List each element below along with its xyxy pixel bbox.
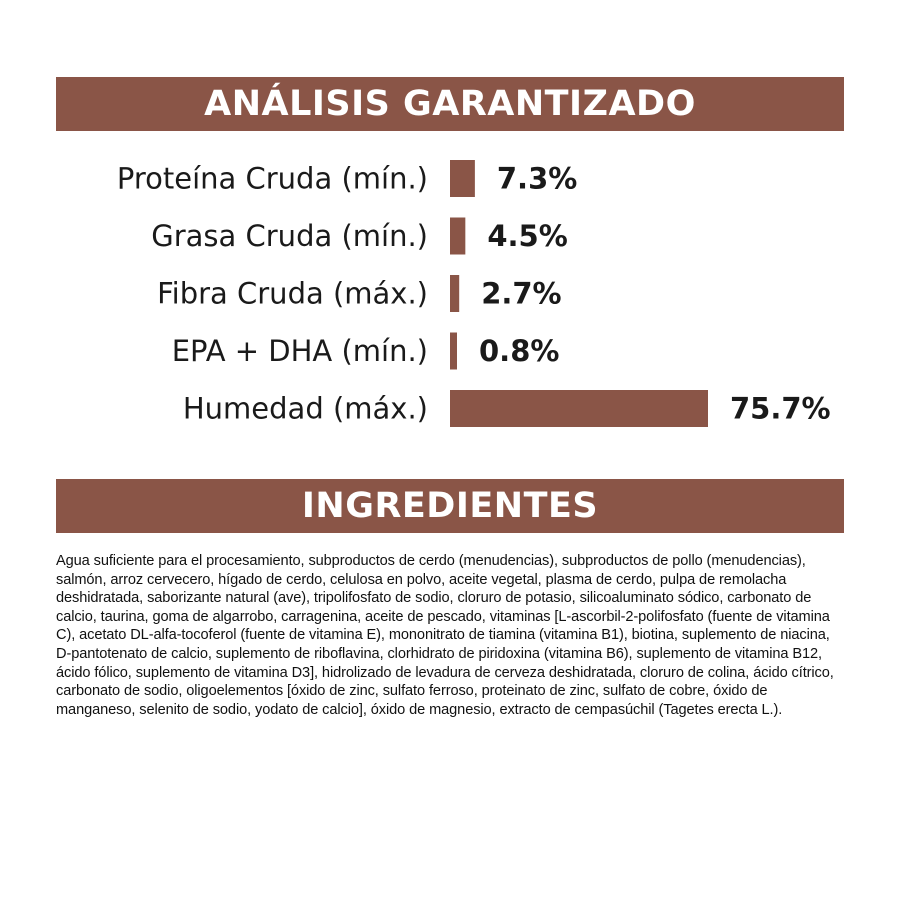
value-label: 0.8% bbox=[479, 334, 560, 368]
category-label: Proteína Cruda (mín.) bbox=[116, 161, 428, 196]
category-label: Humedad (máx.) bbox=[182, 391, 428, 426]
ingredients-text: Agua suficiente para el procesamiento, subproductos de cerdo (menudencias), subproductos de pollo (menudencias), salmón, arroz cervecero, hígado de cerdo, celulosa en polvo, aceite vegetal, plasma de cerdo, pulpa de remolacha deshidratada, saborizante natural (ave), tripolifosfato de sodio, cloruro de potasio, silicoaluminato sódico, carbonato de calcio, taurina, goma de algarrobo, carragenina, aceite de pescado, vitaminas [L-ascorbil-2-polifosfato (fuente de vitamina C), acetato DL-alfa-tocoferol (fuente de vitamina E), mononitrato de tiamina (vitamina B1), biotina, suplemento de niacina, D-pantotenato de calcio, suplemento de riboflavina, clorhidrato de piridoxina (vitamina B6), suplemento de vitamina B12, ácido fólico, suplemento de vitamina D3], hidrolizado de levadura de cerveza deshidratada, cloruro de colina, ácido cítrico, carbonato de sodio, oligoelementos [óxido de zinc, sulfato ferroso, proteinato de zinc, sulfato de cobre, óxido de manganeso, selenito de sodio, yodato de calcio], óxido de magnesio, extracto de cempasúchil (Tagetes erecta L.). bbox=[56, 553, 834, 718]
ingredients-title: INGREDIENTES bbox=[301, 486, 599, 526]
value-label: 2.7% bbox=[481, 276, 562, 311]
bar bbox=[450, 160, 475, 197]
analysis-header bbox=[56, 77, 844, 131]
value-label: 7.3% bbox=[496, 161, 578, 196]
bar bbox=[450, 218, 465, 255]
analysis-bar-chart bbox=[0, 150, 900, 450]
ingredients-header bbox=[56, 479, 844, 533]
bar bbox=[450, 333, 457, 370]
analysis-title: ANÁLISIS GARANTIZADO bbox=[204, 84, 696, 124]
category-label: Grasa Cruda (mín.) bbox=[151, 219, 428, 253]
bar bbox=[450, 390, 708, 427]
value-label: 75.7% bbox=[730, 391, 831, 426]
bar bbox=[450, 275, 459, 312]
category-label: EPA + DHA (mín.) bbox=[171, 334, 428, 368]
category-label: Fibra Cruda (máx.) bbox=[157, 276, 428, 311]
value-label: 4.5% bbox=[487, 219, 568, 253]
